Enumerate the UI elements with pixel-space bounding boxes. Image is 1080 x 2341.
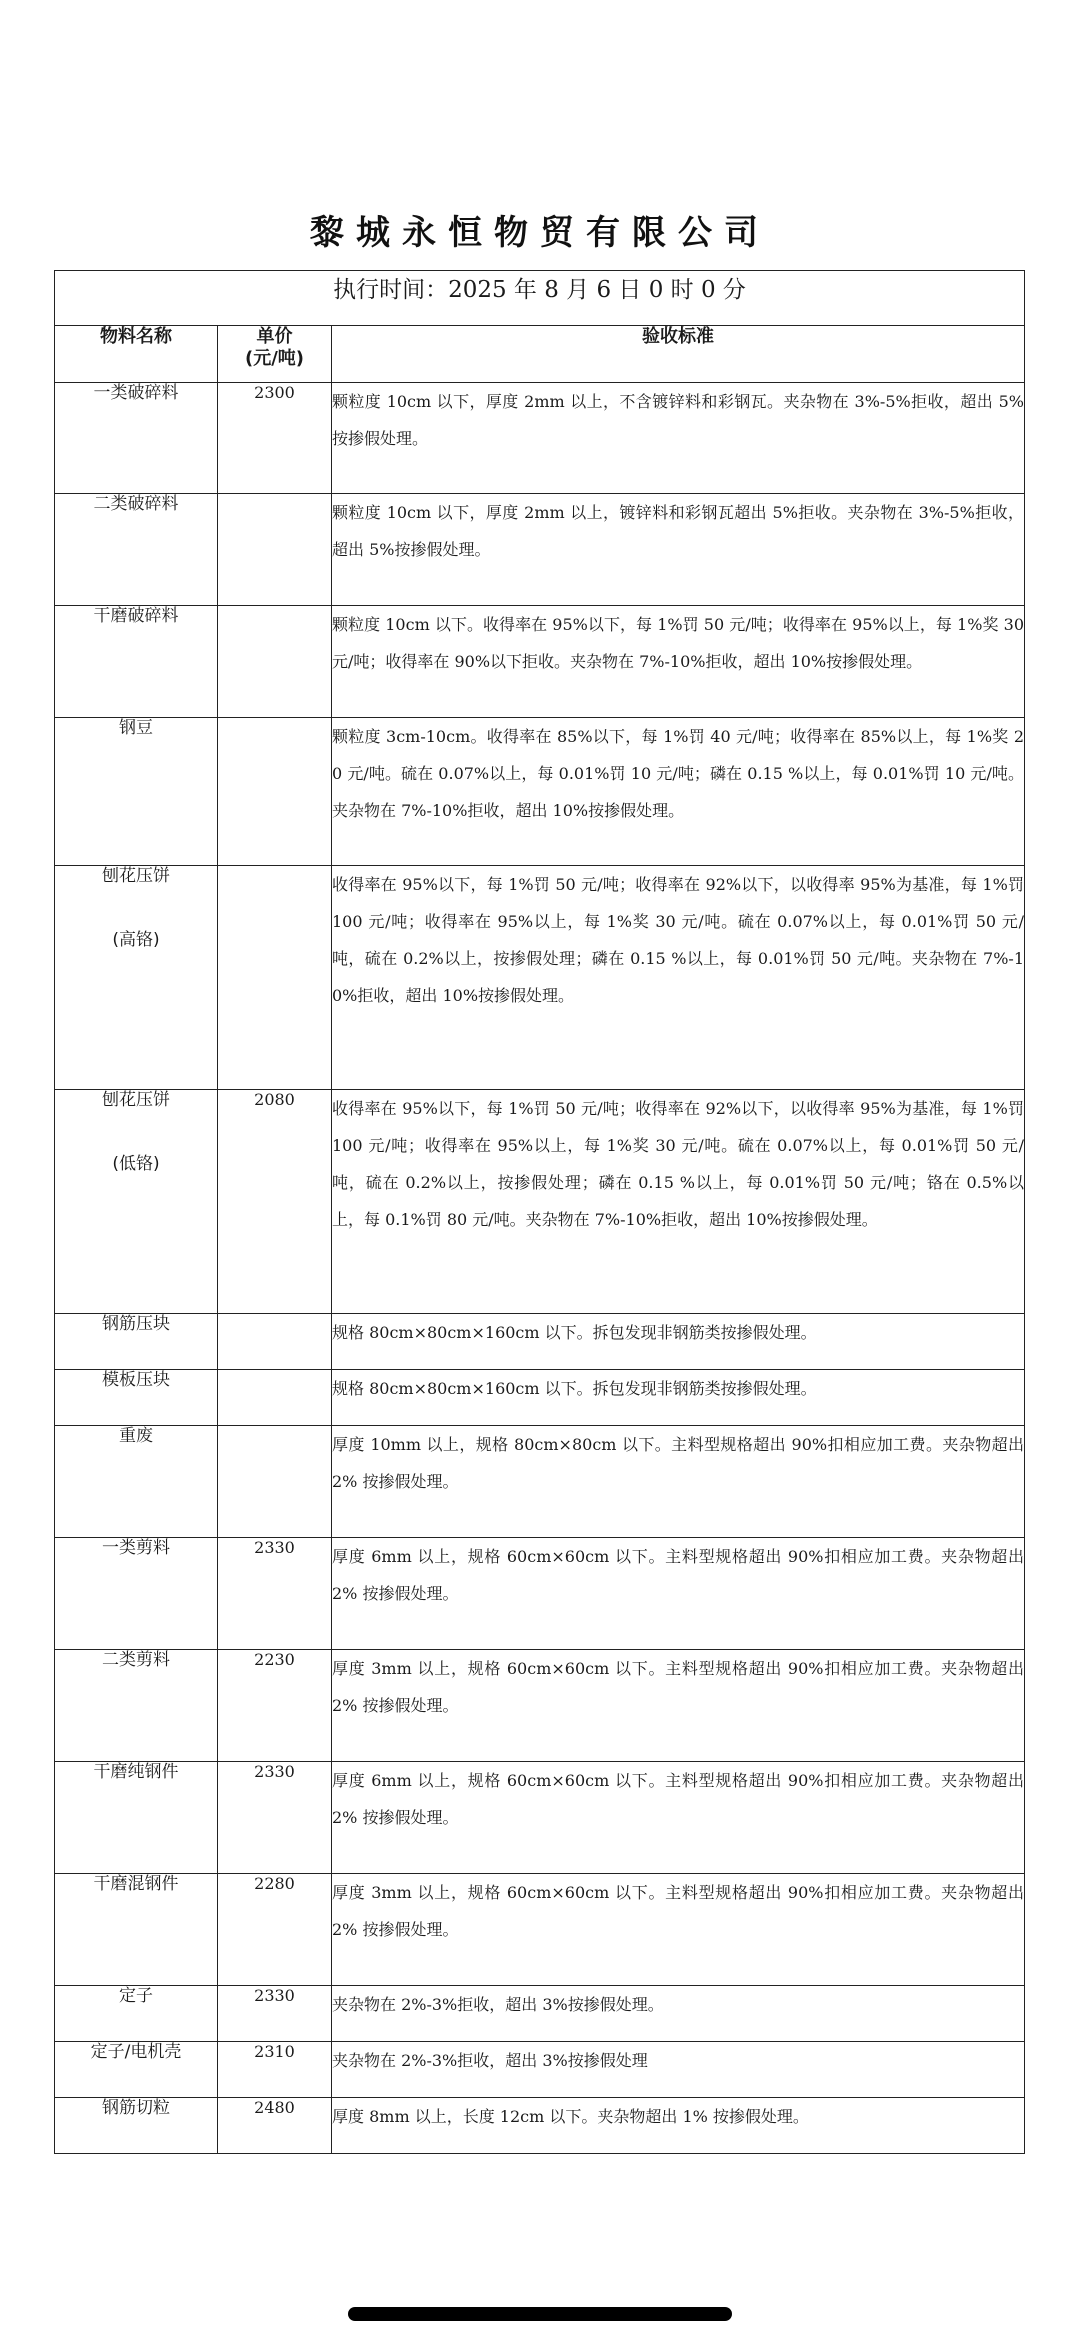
table-row — [55, 866, 1025, 1090]
unit-price: 2330 — [218, 1538, 332, 1650]
unit-price: 2330 — [218, 1986, 332, 2042]
material-name: 二类破碎料 — [55, 494, 218, 606]
material-name: 干磨破碎料 — [55, 606, 218, 718]
header-standard: 验收标准 — [332, 326, 1025, 383]
acceptance-standard: 颗粒度 10cm 以下，厚度 2mm 以上，不含镀锌料和彩钢瓦。夹杂物在 3%-5%拒收，超出 5%按掺假处理。 — [332, 383, 1025, 494]
table-row — [55, 2042, 1025, 2098]
unit-price: 2300 — [218, 383, 332, 494]
unit-price — [218, 1426, 332, 1538]
company-title: 黎城永恒物贸有限公司 — [310, 213, 770, 253]
header-name: 物料名称 — [55, 326, 218, 383]
unit-price: 2080 — [218, 1090, 332, 1314]
acceptance-standard: 颗粒度 10cm 以下。收得率在 95%以下，每 1%罚 50 元/吨；收得率在 95%以上，每 1%奖 30 元/吨；收得率在 90%以下拒收。夹杂物在 7%-10%拒收，超出 10%按掺假处理。 — [332, 606, 1025, 718]
acceptance-standard: 收得率在 95%以下，每 1%罚 50 元/吨；收得率在 92%以下，以收得率 95%为基准，每 1%罚 100 元/吨；收得率在 95%以上，每 1%奖 30 元/吨。硫在 0.07%以上，每 0.01%罚 50 元/吨，硫在 0.2%以上，按掺假处理；磷在 0.15 %以上，每 0.01%罚 50 元/吨。夹杂物在 7%-10%拒收，超出 10%按掺假处理。 — [332, 866, 1025, 1090]
table-row — [55, 1874, 1025, 1986]
acceptance-standard: 厚度 3mm 以上，规格 60cm×60cm 以下。主料型规格超出 90%扣相应加工费。夹杂物超出 2% 按掺假处理。 — [332, 1874, 1025, 1986]
unit-price — [218, 718, 332, 866]
header-price-line1: 单价 — [256, 326, 293, 347]
table-row — [55, 1370, 1025, 1426]
material-name: 重废 — [55, 1426, 218, 1538]
acceptance-standard: 规格 80cm×80cm×160cm 以下。拆包发现非钢筋类按掺假处理。 — [332, 1314, 1025, 1370]
home-indicator[interactable] — [348, 2307, 732, 2321]
unit-price: 2480 — [218, 2098, 332, 2154]
material-name: 干磨混钢件 — [55, 1874, 218, 1986]
unit-price: 2230 — [218, 1650, 332, 1762]
acceptance-standard: 夹杂物在 2%-3%拒收，超出 3%按掺假处理 — [332, 2042, 1025, 2098]
header-price — [218, 326, 332, 383]
price-standard-table — [54, 270, 1025, 2154]
table-row — [55, 383, 1025, 494]
table-row — [55, 606, 1025, 718]
unit-price: 2280 — [218, 1874, 332, 1986]
acceptance-standard: 厚度 6mm 以上，规格 60cm×60cm 以下。主料型规格超出 90%扣相应加工费。夹杂物超出 2% 按掺假处理。 — [332, 1762, 1025, 1874]
material-name: 定子 — [55, 1986, 218, 2042]
acceptance-standard: 颗粒度 3cm-10cm。收得率在 85%以下，每 1%罚 40 元/吨；收得率在 85%以上，每 1%奖 20 元/吨。硫在 0.07%以上，每 0.01%罚 10 元/吨；磷在 0.15 %以上，每 0.01%罚 10 元/吨。夹杂物在 7%-10%拒收，超出 10%按掺假处理。 — [332, 718, 1025, 866]
material-name: 刨花压饼 (高铬) — [55, 866, 218, 1090]
material-name: 二类剪料 — [55, 1650, 218, 1762]
table-row — [55, 1538, 1025, 1650]
material-name: 一类剪料 — [55, 1538, 218, 1650]
material-name: 干磨纯钢件 — [55, 1762, 218, 1874]
acceptance-standard: 厚度 6mm 以上，规格 60cm×60cm 以下。主料型规格超出 90%扣相应加工费。夹杂物超出 2% 按掺假处理。 — [332, 1538, 1025, 1650]
table-row — [55, 1986, 1025, 2042]
header-price-line2: (元/吨) — [244, 348, 305, 369]
table-row — [55, 718, 1025, 866]
acceptance-standard: 夹杂物在 2%-3%拒收，超出 3%按掺假处理。 — [332, 1986, 1025, 2042]
table-row — [55, 2098, 1025, 2154]
unit-price — [218, 494, 332, 606]
table-row — [55, 1426, 1025, 1538]
acceptance-standard: 厚度 3mm 以上，规格 60cm×60cm 以下。主料型规格超出 90%扣相应加工费。夹杂物超出 2% 按掺假处理。 — [332, 1650, 1025, 1762]
table-row — [55, 494, 1025, 606]
material-name: 钢豆 — [55, 718, 218, 866]
exec-time: 执行时间：2025 年 8 月 6 日 0 时 0 分 — [55, 271, 1025, 326]
acceptance-standard: 收得率在 95%以下，每 1%罚 50 元/吨；收得率在 92%以下，以收得率 95%为基准，每 1%罚 100 元/吨；收得率在 95%以上，每 1%奖 30 元/吨。硫在 0.07%以上，每 0.01%罚 50 元/吨，硫在 0.2%以上，按掺假处理；磷在 0.15 %以上，每 0.01%罚 50 元/吨；铬在 0.5%以上，每 0.1%罚 80 元/吨。夹杂物在 7%-10%拒收，超出 10%按掺假处理。 — [332, 1090, 1025, 1314]
acceptance-standard: 规格 80cm×80cm×160cm 以下。拆包发现非钢筋类按掺假处理。 — [332, 1370, 1025, 1426]
acceptance-standard: 厚度 10mm 以上，规格 80cm×80cm 以下。主料型规格超出 90%扣相应加工费。夹杂物超出 2% 按掺假处理。 — [332, 1426, 1025, 1538]
unit-price — [218, 1370, 332, 1426]
table-row — [55, 1762, 1025, 1874]
material-name: 一类破碎料 — [55, 383, 218, 494]
unit-price: 2310 — [218, 2042, 332, 2098]
table-row — [55, 1314, 1025, 1370]
acceptance-standard: 厚度 8mm 以上，长度 12cm 以下。夹杂物超出 1% 按掺假处理。 — [332, 2098, 1025, 2154]
material-name: 钢筋切粒 — [55, 2098, 218, 2154]
unit-price — [218, 866, 332, 1090]
unit-price — [218, 1314, 332, 1370]
material-name: 定子/电机壳 — [55, 2042, 218, 2098]
material-name: 钢筋压块 — [55, 1314, 218, 1370]
material-name: 刨花压饼 (低铬) — [55, 1090, 218, 1314]
material-name: 模板压块 — [55, 1370, 218, 1426]
table-row — [55, 1090, 1025, 1314]
acceptance-standard: 颗粒度 10cm 以下，厚度 2mm 以上，镀锌料和彩钢瓦超出 5%拒收。夹杂物在 3%-5%拒收，超出 5%按掺假处理。 — [332, 494, 1025, 606]
table-row — [55, 1650, 1025, 1762]
header-row — [55, 326, 1025, 383]
unit-price — [218, 606, 332, 718]
unit-price: 2330 — [218, 1762, 332, 1874]
exec-time-row — [55, 271, 1025, 326]
